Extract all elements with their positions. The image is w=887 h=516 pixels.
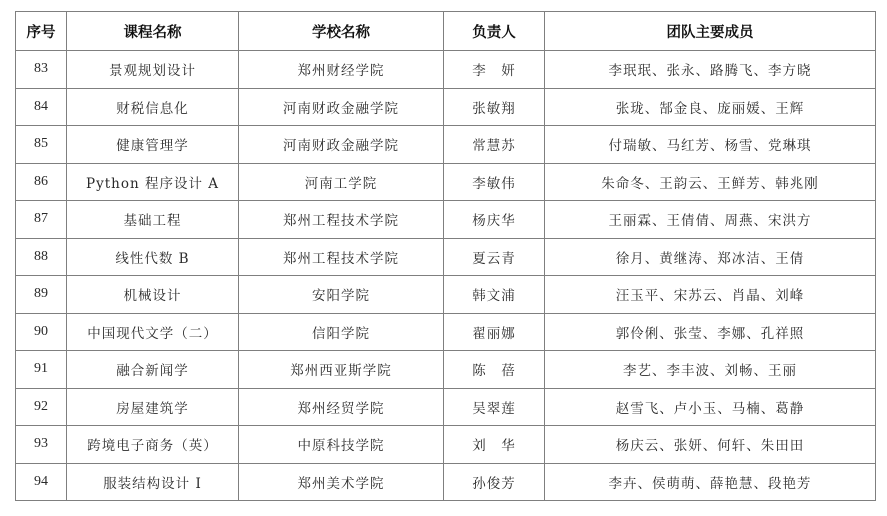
table-row [16,426,876,464]
header-number: 序号 [16,12,67,51]
cell-school-name: 中原科技学院 [239,426,444,464]
table-row [16,238,876,276]
cell-team-members: 李艺、李丰波、刘畅、王丽 [545,351,876,389]
cell-school-name: 郑州经贸学院 [239,388,444,426]
cell-number: 89 [16,276,67,314]
cell-school-name: 河南财政金融学院 [239,126,444,164]
header-school-name: 学校名称 [239,12,444,51]
cell-course-name: 线性代数 B [67,238,239,276]
cell-school-name: 郑州财经学院 [239,51,444,89]
table-body [16,51,876,501]
cell-course-name: 融合新闻学 [67,351,239,389]
cell-school-name: 安阳学院 [239,276,444,314]
cell-number: 86 [16,163,67,201]
table-row [16,201,876,239]
cell-team-members: 杨庆云、张妍、何轩、朱田田 [545,426,876,464]
cell-number: 84 [16,88,67,126]
header-row [16,12,876,51]
cell-leader: 吴翠莲 [444,388,545,426]
cell-course-name: 景观规划设计 [67,51,239,89]
cell-team-members: 汪玉平、宋苏云、肖晶、刘峰 [545,276,876,314]
cell-course-name: Python 程序设计 A [67,163,239,201]
cell-leader: 李 妍 [444,51,545,89]
cell-number: 93 [16,426,67,464]
table-row [16,276,876,314]
table-row [16,126,876,164]
cell-team-members: 郭伶俐、张莹、李娜、孔祥照 [545,313,876,351]
cell-team-members: 赵雪飞、卢小玉、马楠、葛静 [545,388,876,426]
cell-team-members: 徐月、黄继涛、郑冰洁、王倩 [545,238,876,276]
cell-course-name: 跨境电子商务（英） [67,426,239,464]
course-table [15,11,876,501]
cell-course-name: 财税信息化 [67,88,239,126]
cell-course-name: 基础工程 [67,201,239,239]
cell-team-members: 李珉珉、张永、路腾飞、李方晓 [545,51,876,89]
cell-course-name: 健康管理学 [67,126,239,164]
cell-leader: 常慧苏 [444,126,545,164]
cell-team-members: 王丽霖、王倩倩、周燕、宋洪方 [545,201,876,239]
cell-course-name: 机械设计 [67,276,239,314]
cell-leader: 陈 蓓 [444,351,545,389]
table-row [16,163,876,201]
cell-team-members: 李卉、侯萌萌、薛艳慧、段艳芳 [545,463,876,501]
cell-leader: 李敏伟 [444,163,545,201]
cell-leader: 刘 华 [444,426,545,464]
cell-course-name: 中国现代文学（二） [67,313,239,351]
header-course-name: 课程名称 [67,12,239,51]
cell-school-name: 郑州工程技术学院 [239,201,444,239]
cell-team-members: 张珑、郜金良、庞丽媛、王辉 [545,88,876,126]
cell-number: 92 [16,388,67,426]
cell-leader: 张敏翔 [444,88,545,126]
table-row [16,351,876,389]
table-row [16,388,876,426]
table-row [16,463,876,501]
header-leader: 负责人 [444,12,545,51]
cell-number: 85 [16,126,67,164]
cell-leader: 韩文浦 [444,276,545,314]
cell-leader: 夏云青 [444,238,545,276]
table-row [16,88,876,126]
cell-school-name: 郑州美术学院 [239,463,444,501]
cell-leader: 翟丽娜 [444,313,545,351]
cell-number: 91 [16,351,67,389]
cell-school-name: 河南工学院 [239,163,444,201]
table-row [16,313,876,351]
cell-team-members: 朱命冬、王韵云、王鲜芳、韩兆刚 [545,163,876,201]
cell-course-name: 房屋建筑学 [67,388,239,426]
cell-number: 87 [16,201,67,239]
cell-number: 88 [16,238,67,276]
cell-school-name: 郑州工程技术学院 [239,238,444,276]
cell-school-name: 信阳学院 [239,313,444,351]
cell-leader: 杨庆华 [444,201,545,239]
cell-number: 90 [16,313,67,351]
cell-team-members: 付瑞敏、马红芳、杨雪、党琳琪 [545,126,876,164]
cell-leader: 孙俊芳 [444,463,545,501]
table-header [16,12,876,51]
cell-number: 83 [16,51,67,89]
cell-number: 94 [16,463,67,501]
table-row [16,51,876,89]
course-table-container [15,11,875,501]
cell-course-name: 服装结构设计 I [67,463,239,501]
cell-school-name: 河南财政金融学院 [239,88,444,126]
header-team-members: 团队主要成员 [545,12,876,51]
cell-school-name: 郑州西亚斯学院 [239,351,444,389]
